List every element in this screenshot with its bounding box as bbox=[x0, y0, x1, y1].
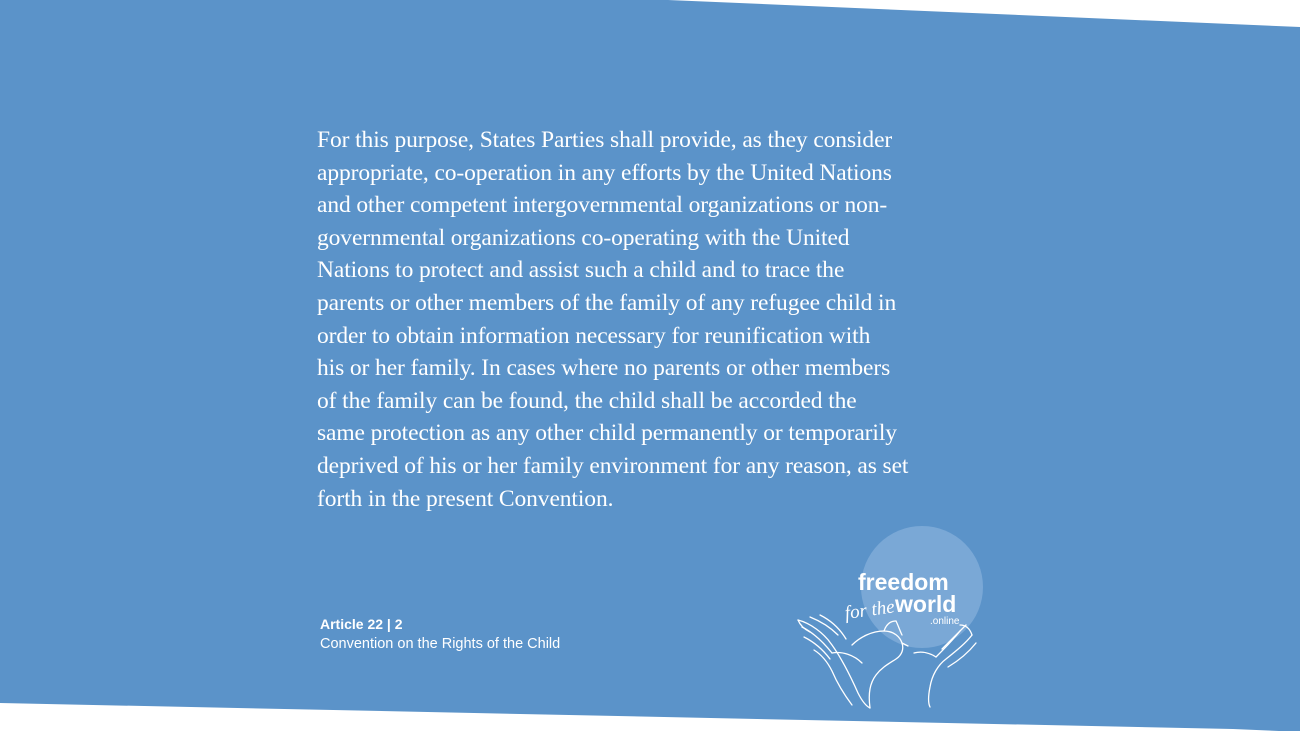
convention-name: Convention on the Rights of the Child bbox=[320, 636, 561, 652]
logo-suffix-online: .online bbox=[930, 616, 960, 627]
quote-line: his or her family. In cases where no parents or other members bbox=[317, 355, 891, 382]
logo-word-world: world bbox=[895, 591, 957, 617]
quote-line: same protection as any other child permanently or temporarily bbox=[317, 420, 897, 447]
logo-word-freedom: freedom bbox=[858, 569, 949, 595]
quote-line: order to obtain information necessary for reunification with bbox=[317, 322, 871, 349]
article-citation bbox=[320, 615, 560, 655]
logo-script-for-the: for the bbox=[843, 596, 896, 625]
quote-line: deprived of his or her family environment for any reason, as set bbox=[317, 452, 909, 479]
quote-line: governmental organizations co-operating with the United bbox=[317, 224, 850, 251]
freedom-for-the-world-logo bbox=[790, 525, 990, 715]
quote-line: For this purpose, States Parties shall provide, as they consider bbox=[317, 127, 893, 153]
quote-text bbox=[317, 124, 1017, 515]
quote-line: appropriate, co-operation in any efforts by the United Nations bbox=[317, 159, 892, 186]
quote-line: of the family can be found, the child shall be accorded the bbox=[317, 387, 857, 414]
quote-line: Nations to protect and assist such a child and to trace the bbox=[317, 257, 845, 284]
article-number: Article 22 | 2 bbox=[320, 616, 403, 632]
quote-line: forth in the present Convention. bbox=[317, 485, 614, 512]
quote-line: and other competent intergovernmental organizations or non- bbox=[317, 192, 888, 219]
quote-line: parents or other members of the family of any refugee child in bbox=[317, 289, 897, 316]
